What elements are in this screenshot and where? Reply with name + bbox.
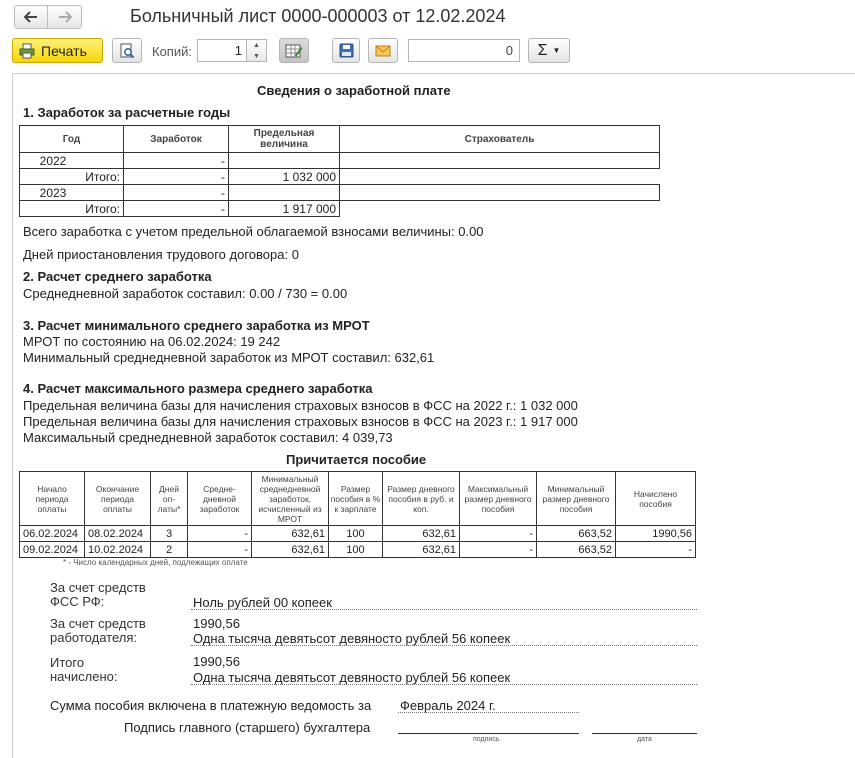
start-cell: 09.02.2024 [20,542,85,558]
earnings-cell: - [124,185,229,201]
col-max-daily: Максимальный размер дневного пособия [460,472,537,526]
benefit-table [19,471,696,558]
date-caption: дата [637,736,652,743]
sum-mode-button[interactable] [528,38,570,63]
mrot-min-line: Минимальный среднедневной заработок из МРОТ составил: 632,61 [23,350,435,365]
window-title: Больничный лист 0000-000003 от 12.02.2024 [130,6,506,26]
employer-label-2: работодателя: [50,630,137,645]
print-label: Печать [41,42,87,59]
doc-heading: Сведения о заработной плате [257,83,451,98]
sum-field[interactable]: 0 [408,39,520,62]
section-2-title: 2. Расчет среднего заработка [23,269,212,284]
employer-label-1: За счет средств [50,616,146,631]
mrot-line: МРОТ по состоянию на 06.02.2024: 19 242 [23,334,281,349]
total-limit-cell: 1 917 000 [229,201,340,217]
insurer-cell [340,153,660,169]
min-daily-cell: 663,52 [537,542,616,558]
days-cell: 2 [151,542,188,558]
employer-value: Одна тысяча девятьсот девяносто рублей 56 копеек [193,631,511,646]
edit-table-icon [285,43,303,59]
col-percent: Размер пособия в % к зарплате [329,472,383,526]
min-mrot-cell: 632,61 [252,542,329,558]
fss-underline [191,595,697,610]
footnote: * - Число календарных дней, подлежащих оплате [63,558,248,567]
copies-label: Копий: [152,44,192,59]
toolbar [0,36,855,68]
signature-caption: подпись [473,736,500,743]
back-button[interactable] [14,5,48,29]
payroll-value: Февраль 2024 г. [400,698,496,713]
spreadsheet-document[interactable] [12,73,855,758]
col-start: Начало периода оплаты [20,472,85,526]
min-daily-cell: 663,52 [537,526,616,542]
days-cell: 3 [151,526,188,542]
send-email-button[interactable] [368,38,398,63]
year-cell: 2022 [20,153,124,169]
total-label-1: Итого [50,655,85,670]
daily-benefit-cell: 632,61 [383,526,460,542]
end-cell: 10.02.2024 [85,542,151,558]
col-daily-benefit: Размер дневного пособия в руб. и коп. [383,472,460,526]
insurer-cell [340,185,660,201]
total-underline [191,670,697,685]
col-min-daily: Минимальный размер дневного пособия [537,472,616,526]
avg-daily-cell: - [188,526,252,542]
fss-value: Ноль рублей 00 копеек [193,595,332,610]
section-4-title: 4. Расчет максимального размера среднего заработка [23,381,373,396]
col-accrued: Начислено пособия [616,472,696,526]
copies-stepper[interactable] [247,39,267,62]
table-row [20,526,696,542]
envelope-icon [375,45,391,57]
total-earnings-cell: - [124,201,229,217]
payroll-underline [398,698,579,713]
save-button[interactable] [332,38,360,63]
total-label-cell: Итого: [20,169,124,185]
accrued-cell: - [616,542,696,558]
total-earnings-cell: - [124,169,229,185]
signature-line[interactable] [398,720,579,734]
max-daily-cell: - [460,542,537,558]
total-limit-cell: 1 032 000 [229,169,340,185]
chevron-down-icon: ▼ [552,46,561,55]
preview-icon [119,43,135,59]
edit-mode-button[interactable] [279,38,309,63]
preview-button[interactable] [112,38,142,63]
print-button[interactable] [12,38,103,63]
spin-up-icon[interactable]: ▲ [253,42,260,49]
signature-label: Подпись главного (старшего) бухгалтера [124,720,371,735]
earnings-cell: - [124,153,229,169]
max-daily-cell: - [460,526,537,542]
copies-input[interactable]: 1 [197,39,247,62]
benefit-title: Причитается пособие [286,452,427,467]
employer-amount: 1990,56 [193,616,240,631]
payroll-label: Сумма пособия включена в платежную ведомость за [50,698,372,713]
accrued-cell: 1990,56 [616,526,696,542]
arrow-right-icon [58,11,72,23]
total-earnings-line: Всего заработка с учетом предельной облагаемой взносами величины: 0.00 [23,224,484,239]
col-end: Окончание периода оплаты [85,472,151,526]
fss-label-2: ФСС РФ: [50,594,105,609]
col-earnings: Заработок [124,126,229,153]
forward-button[interactable] [48,5,82,29]
fss-label-1: За счет средств [50,580,146,595]
employer-underline [191,631,697,646]
col-days: Дней оп-латы* [151,472,188,526]
earnings-table [19,125,660,217]
col-year: Год [20,126,124,153]
spin-down-icon[interactable]: ▼ [253,53,260,60]
total-label-2: начислено: [50,669,118,684]
limit-cell [229,185,340,201]
start-cell: 06.02.2024 [20,526,85,542]
base-2022-line: Предельная величина базы для начисления страховых взносов в ФСС на 2022 г.: 1 032 000 [23,398,578,413]
limit-cell [229,153,340,169]
min-mrot-cell: 632,61 [252,526,329,542]
total-value: Одна тысяча девятьсот девяносто рублей 56 копеек [193,670,511,685]
table-row [20,201,660,217]
table-row [20,185,660,201]
total-label-cell: Итого: [20,201,124,217]
year-cell: 2023 [20,185,124,201]
table-row [20,169,660,185]
col-insurer: Страхователь [340,126,660,153]
avg-earnings-line: Среднедневной заработок составил: 0.00 / 730 = 0.00 [23,286,348,301]
section-3-title: 3. Расчет минимального среднего заработка из МРОТ [23,318,370,333]
sigma-icon: Σ [537,41,548,59]
date-line[interactable] [592,720,697,734]
printer-icon [19,43,35,59]
table-row [20,153,660,169]
col-avg-daily: Средне-дневной заработок [188,472,252,526]
arrow-left-icon [24,11,38,23]
floppy-disk-icon [339,43,354,58]
daily-benefit-cell: 632,61 [383,542,460,558]
avg-daily-cell: - [188,542,252,558]
base-2023-line: Предельная величина базы для начисления страховых взносов в ФСС на 2023 г.: 1 917 000 [23,414,578,429]
suspension-days-line: Дней приостановления трудового договора: 0 [23,247,299,262]
section-1-title: 1. Заработок за расчетные годы [23,105,231,120]
percent-cell: 100 [329,526,383,542]
end-cell: 08.02.2024 [85,526,151,542]
col-limit: Предельная величина [229,126,340,153]
benefit-header-row [20,472,696,526]
max-avg-line: Максимальный среднедневной заработок составил: 4 039,73 [23,430,393,445]
total-amount: 1990,56 [193,654,240,669]
table-row [20,542,696,558]
percent-cell: 100 [329,542,383,558]
title-bar [0,0,855,36]
col-min-mrot: Минимальный среднедневной заработок, исчисленный из МРОТ [252,472,329,526]
